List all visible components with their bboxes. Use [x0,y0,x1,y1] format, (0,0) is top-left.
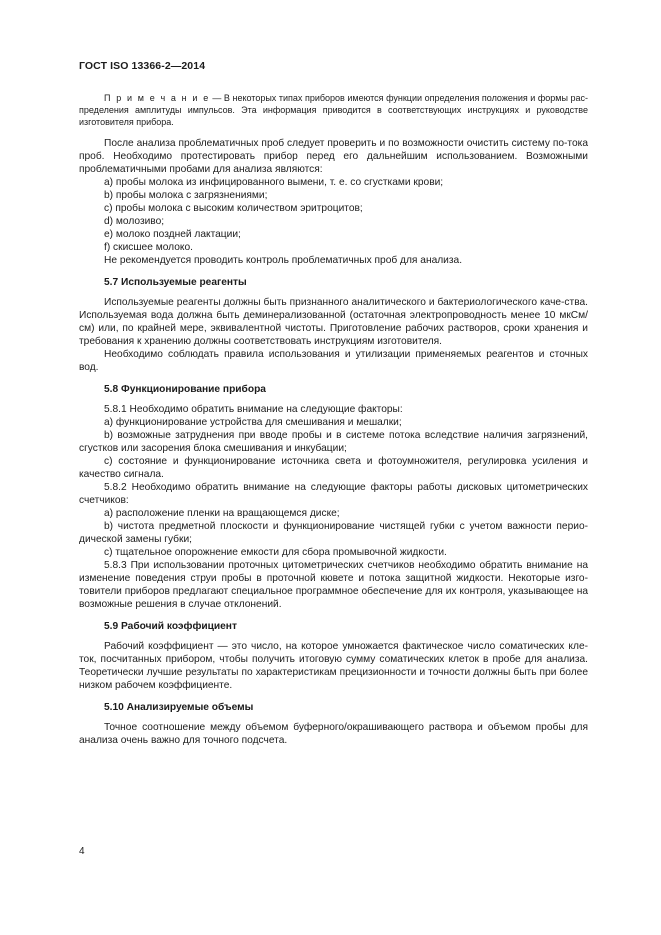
list-item: c) пробы молока с высоким количеством эритроцитов; [104,203,363,214]
note-text: — В некоторых типах приборов имеются функции определения положения и формы рас-пределения амплитуды импульсов. Эта информация приводится в соответствующих инструкциях и руководстве изготовителя прибора. [79,93,589,127]
list-item: d) молозиво; [104,216,165,227]
section-5-7-title: 5.7 Используемые реагенты [104,277,247,288]
list-item: b) пробы молока с загрязнениями; [104,190,268,201]
note-paragraph [79,92,588,128]
list-item: a) расположение пленки на вращающемся диске; [104,508,340,519]
section-5-10-title: 5.10 Анализируемые объемы [104,702,254,713]
list-item: b) возможные затруднения при вводе пробы и в системе потока вследствие наличия загрязнений, сгустков или засорения блока смешивания и инкубации; [79,430,588,454]
intro-final-paragraph: Не рекомендуется проводить контроль проблематичных проб для анализа. [104,255,463,266]
clause-5-8-1: 5.8.1 Необходимо обратить внимание на следующие факторы: [104,404,403,415]
clause-5-8-2: 5.8.2 Необходимо обратить внимание на следующие факторы работы дисковых цитометрических счетчиков: [79,482,588,506]
section-5-7-paragraph: Используемые реагенты должны быть признанного аналитического и бактериологического каче-ства. Используемая вода должна быть деминерализованной (остаточная электропроводность менее 10 мкСм/см) или, по крайней мере, эквивалентной чистоты. Приготовление рабочих растворов, сроки хранения и требования к хранению должны соответствовать инструкциям изготовителя. [79,297,588,347]
section-5-10-paragraph: Точное соотношение между объемом буферного/окрашивающего раствора и объемом пробы для анализа очень важно для точного подсчета. [79,722,588,746]
list-item: a) пробы молока из инфицированного вымени, т. е. со сгустками крови; [104,177,444,188]
page-number: 4 [79,846,85,857]
list-item: f) скисшее молоко. [104,242,193,253]
intro-paragraph: После анализа проблематичных проб следует проверить и по возможности очистить систему по-тока проб. Необходимо протестировать прибор перед его дальнейшим использованием. Возможными проблематичными пробами для анализа являются: [79,138,588,175]
list-item: b) чистота предметной плоскости и функционирование чистящей губки с учетом важности перио-дической замены губки; [79,521,588,545]
note-label: П р и м е ч а н и е [104,93,210,103]
page-content [79,92,588,747]
list-item: c) тщательное опорожнение емкости для сбора промывочной жидкости. [104,547,447,558]
section-5-9-paragraph: Рабочий коэффициент — это число, на которое умножается фактическое число соматических кле-ток, посчитанных прибором, чтобы получить итоговую сумму соматических клеток в пробе для анализа. Теоретически лучшие результаты по характеристикам прецизионности и точности должны быть при более низком рабочем коэффициенте. [79,641,588,691]
list-item: c) состояние и функционирование источника света и фотоумножителя, регулировка усиления и качество сигнала. [79,456,588,480]
section-5-9-title: 5.9 Рабочий коэффициент [104,621,237,632]
section-5-7-paragraph: Необходимо соблюдать правила использования и утилизации применяемых реагентов и сточных вод. [79,349,588,373]
section-5-8-title: 5.8 Функционирование прибора [104,384,266,395]
list-item: e) молоко поздней лактации; [104,229,241,240]
list-item: a) функционирование устройства для смешивания и мешалки; [104,417,402,428]
document-header: ГОСТ ISO 13366-2—2014 [79,60,206,72]
clause-5-8-3: 5.8.3 При использовании проточных цитометрических счетчиков необходимо обратить внимание на изменение поведения струи пробы в проточной кювете и потока защитной жидкости. Некоторые изго-товители приборов предлагают специальное программное обеспечение для их контроля, указывающее на возможные решения в случае отклонений. [79,560,588,610]
